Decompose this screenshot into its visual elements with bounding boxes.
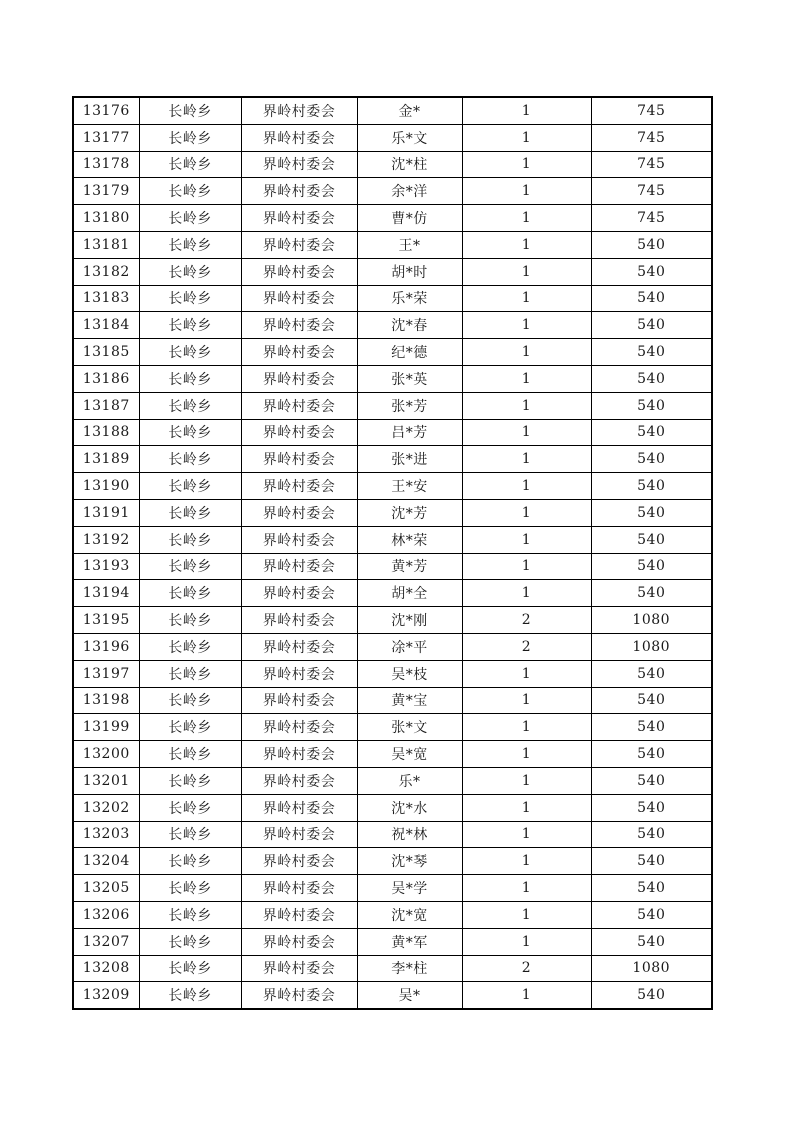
- table-row: [73, 955, 712, 982]
- cell-township: 长岭乡: [139, 741, 241, 768]
- cell-id: 13208: [73, 955, 139, 982]
- cell-amount: 540: [591, 901, 712, 928]
- cell-amount: 540: [591, 553, 712, 580]
- table-row: [73, 339, 712, 366]
- cell-id: 13190: [73, 473, 139, 500]
- cell-township: 长岭乡: [139, 767, 241, 794]
- cell-name: 张*进: [357, 446, 462, 473]
- cell-amount: 540: [591, 928, 712, 955]
- cell-name: 黄*芳: [357, 553, 462, 580]
- cell-name: 王*安: [357, 473, 462, 500]
- table-row: [73, 392, 712, 419]
- table-row: [73, 607, 712, 634]
- cell-id: 13200: [73, 741, 139, 768]
- cell-village: 界岭村委会: [241, 767, 357, 794]
- table-row: [73, 473, 712, 500]
- cell-id: 13195: [73, 607, 139, 634]
- table-row: [73, 178, 712, 205]
- cell-township: 长岭乡: [139, 258, 241, 285]
- cell-count: 1: [462, 285, 591, 312]
- cell-count: 1: [462, 151, 591, 178]
- cell-amount: 540: [591, 821, 712, 848]
- cell-township: 长岭乡: [139, 553, 241, 580]
- benefit-table: [72, 96, 713, 1010]
- cell-name: 张*芳: [357, 392, 462, 419]
- cell-name: 吕*芳: [357, 419, 462, 446]
- cell-name: 祝*林: [357, 821, 462, 848]
- table-row: [73, 231, 712, 258]
- table-row: [73, 419, 712, 446]
- cell-count: 1: [462, 741, 591, 768]
- table-row: [73, 928, 712, 955]
- cell-name: 吴*宽: [357, 741, 462, 768]
- cell-village: 界岭村委会: [241, 526, 357, 553]
- cell-village: 界岭村委会: [241, 339, 357, 366]
- cell-count: 1: [462, 473, 591, 500]
- table-row: [73, 205, 712, 232]
- cell-township: 长岭乡: [139, 392, 241, 419]
- cell-id: 13189: [73, 446, 139, 473]
- cell-count: 1: [462, 553, 591, 580]
- cell-id: 13191: [73, 499, 139, 526]
- cell-township: 长岭乡: [139, 499, 241, 526]
- cell-name: 吴*枝: [357, 660, 462, 687]
- cell-name: 乐*文: [357, 124, 462, 151]
- cell-count: 1: [462, 901, 591, 928]
- cell-amount: 540: [591, 687, 712, 714]
- cell-count: 1: [462, 178, 591, 205]
- cell-id: 13201: [73, 767, 139, 794]
- cell-count: 1: [462, 392, 591, 419]
- cell-township: 长岭乡: [139, 607, 241, 634]
- cell-amount: 745: [591, 178, 712, 205]
- cell-count: 1: [462, 231, 591, 258]
- table-row: [73, 794, 712, 821]
- cell-name: 沈*宽: [357, 901, 462, 928]
- cell-amount: 540: [591, 794, 712, 821]
- cell-count: 1: [462, 258, 591, 285]
- cell-name: 吴*学: [357, 875, 462, 902]
- cell-amount: 540: [591, 660, 712, 687]
- cell-name: 沈*春: [357, 312, 462, 339]
- cell-name: 林*荣: [357, 526, 462, 553]
- cell-name: 凃*平: [357, 633, 462, 660]
- cell-village: 界岭村委会: [241, 794, 357, 821]
- cell-amount: 540: [591, 875, 712, 902]
- cell-amount: 540: [591, 767, 712, 794]
- cell-count: 1: [462, 124, 591, 151]
- cell-count: 1: [462, 339, 591, 366]
- cell-count: 1: [462, 526, 591, 553]
- cell-amount: 540: [591, 526, 712, 553]
- cell-village: 界岭村委会: [241, 928, 357, 955]
- cell-amount: 540: [591, 499, 712, 526]
- cell-count: 1: [462, 982, 591, 1009]
- cell-amount: 540: [591, 258, 712, 285]
- cell-name: 胡*时: [357, 258, 462, 285]
- cell-amount: 540: [591, 339, 712, 366]
- cell-id: 13209: [73, 982, 139, 1009]
- cell-township: 长岭乡: [139, 365, 241, 392]
- cell-name: 乐*荣: [357, 285, 462, 312]
- cell-id: 13178: [73, 151, 139, 178]
- table-row: [73, 365, 712, 392]
- cell-township: 长岭乡: [139, 928, 241, 955]
- cell-amount: 540: [591, 365, 712, 392]
- cell-name: 曹*仿: [357, 205, 462, 232]
- cell-count: 1: [462, 821, 591, 848]
- cell-id: 13206: [73, 901, 139, 928]
- cell-village: 界岭村委会: [241, 955, 357, 982]
- table-row: [73, 901, 712, 928]
- cell-township: 长岭乡: [139, 124, 241, 151]
- cell-id: 13181: [73, 231, 139, 258]
- cell-amount: 745: [591, 124, 712, 151]
- cell-id: 13177: [73, 124, 139, 151]
- cell-name: 余*洋: [357, 178, 462, 205]
- cell-id: 13186: [73, 365, 139, 392]
- cell-township: 长岭乡: [139, 580, 241, 607]
- cell-id: 13183: [73, 285, 139, 312]
- cell-amount: 540: [591, 982, 712, 1009]
- table-row: [73, 741, 712, 768]
- cell-id: 13176: [73, 97, 139, 124]
- table-row: [73, 526, 712, 553]
- table-row: [73, 580, 712, 607]
- cell-township: 长岭乡: [139, 875, 241, 902]
- cell-village: 界岭村委会: [241, 633, 357, 660]
- cell-id: 13198: [73, 687, 139, 714]
- cell-count: 1: [462, 446, 591, 473]
- cell-township: 长岭乡: [139, 821, 241, 848]
- cell-count: 1: [462, 365, 591, 392]
- cell-village: 界岭村委会: [241, 607, 357, 634]
- table-row: [73, 151, 712, 178]
- cell-count: 1: [462, 660, 591, 687]
- cell-township: 长岭乡: [139, 446, 241, 473]
- cell-name: 金*: [357, 97, 462, 124]
- cell-amount: 1080: [591, 633, 712, 660]
- cell-village: 界岭村委会: [241, 580, 357, 607]
- cell-name: 沈*芳: [357, 499, 462, 526]
- benefit-table-body: [73, 97, 712, 1009]
- cell-township: 长岭乡: [139, 473, 241, 500]
- cell-township: 长岭乡: [139, 339, 241, 366]
- cell-id: 13182: [73, 258, 139, 285]
- table-row: [73, 499, 712, 526]
- cell-township: 长岭乡: [139, 687, 241, 714]
- cell-name: 张*文: [357, 714, 462, 741]
- cell-amount: 540: [591, 580, 712, 607]
- cell-name: 王*: [357, 231, 462, 258]
- cell-township: 长岭乡: [139, 419, 241, 446]
- cell-township: 长岭乡: [139, 178, 241, 205]
- cell-id: 13199: [73, 714, 139, 741]
- cell-township: 长岭乡: [139, 151, 241, 178]
- cell-count: 1: [462, 97, 591, 124]
- cell-township: 长岭乡: [139, 982, 241, 1009]
- cell-id: 13207: [73, 928, 139, 955]
- cell-id: 13204: [73, 848, 139, 875]
- cell-amount: 1080: [591, 607, 712, 634]
- cell-township: 长岭乡: [139, 285, 241, 312]
- cell-id: 13192: [73, 526, 139, 553]
- cell-count: 1: [462, 312, 591, 339]
- cell-count: 1: [462, 875, 591, 902]
- cell-name: 胡*全: [357, 580, 462, 607]
- table-row: [73, 97, 712, 124]
- cell-count: 1: [462, 580, 591, 607]
- table-row: [73, 821, 712, 848]
- table-row: [73, 687, 712, 714]
- cell-id: 13205: [73, 875, 139, 902]
- cell-village: 界岭村委会: [241, 392, 357, 419]
- cell-name: 沈*柱: [357, 151, 462, 178]
- table-row: [73, 767, 712, 794]
- cell-village: 界岭村委会: [241, 124, 357, 151]
- cell-name: 沈*刚: [357, 607, 462, 634]
- cell-village: 界岭村委会: [241, 151, 357, 178]
- cell-township: 长岭乡: [139, 901, 241, 928]
- cell-id: 13197: [73, 660, 139, 687]
- table-row: [73, 258, 712, 285]
- cell-name: 沈*琴: [357, 848, 462, 875]
- cell-township: 长岭乡: [139, 231, 241, 258]
- cell-id: 13180: [73, 205, 139, 232]
- cell-count: 2: [462, 955, 591, 982]
- cell-amount: 745: [591, 97, 712, 124]
- cell-count: 1: [462, 794, 591, 821]
- cell-id: 13194: [73, 580, 139, 607]
- cell-count: 1: [462, 767, 591, 794]
- cell-village: 界岭村委会: [241, 821, 357, 848]
- cell-id: 13185: [73, 339, 139, 366]
- cell-id: 13179: [73, 178, 139, 205]
- cell-village: 界岭村委会: [241, 231, 357, 258]
- cell-village: 界岭村委会: [241, 205, 357, 232]
- cell-name: 纪*德: [357, 339, 462, 366]
- cell-village: 界岭村委会: [241, 982, 357, 1009]
- cell-amount: 540: [591, 848, 712, 875]
- cell-township: 长岭乡: [139, 97, 241, 124]
- cell-count: 1: [462, 714, 591, 741]
- cell-township: 长岭乡: [139, 312, 241, 339]
- cell-count: 1: [462, 928, 591, 955]
- cell-count: 1: [462, 499, 591, 526]
- cell-village: 界岭村委会: [241, 365, 357, 392]
- table-row: [73, 285, 712, 312]
- cell-village: 界岭村委会: [241, 553, 357, 580]
- cell-id: 13196: [73, 633, 139, 660]
- cell-township: 长岭乡: [139, 848, 241, 875]
- cell-village: 界岭村委会: [241, 660, 357, 687]
- cell-count: 1: [462, 205, 591, 232]
- cell-township: 长岭乡: [139, 526, 241, 553]
- cell-village: 界岭村委会: [241, 901, 357, 928]
- cell-id: 13193: [73, 553, 139, 580]
- table-row: [73, 848, 712, 875]
- cell-village: 界岭村委会: [241, 499, 357, 526]
- cell-amount: 540: [591, 419, 712, 446]
- cell-name: 黄*军: [357, 928, 462, 955]
- cell-count: 1: [462, 848, 591, 875]
- cell-name: 乐*: [357, 767, 462, 794]
- cell-name: 吴*: [357, 982, 462, 1009]
- table-row: [73, 312, 712, 339]
- cell-count: 2: [462, 633, 591, 660]
- cell-amount: 540: [591, 473, 712, 500]
- cell-amount: 540: [591, 392, 712, 419]
- cell-township: 长岭乡: [139, 205, 241, 232]
- cell-village: 界岭村委会: [241, 312, 357, 339]
- cell-amount: 540: [591, 231, 712, 258]
- cell-name: 沈*水: [357, 794, 462, 821]
- cell-amount: 745: [591, 205, 712, 232]
- cell-township: 长岭乡: [139, 660, 241, 687]
- cell-amount: 1080: [591, 955, 712, 982]
- cell-village: 界岭村委会: [241, 285, 357, 312]
- cell-id: 13184: [73, 312, 139, 339]
- cell-village: 界岭村委会: [241, 419, 357, 446]
- cell-village: 界岭村委会: [241, 714, 357, 741]
- table-row: [73, 875, 712, 902]
- cell-name: 李*柱: [357, 955, 462, 982]
- cell-amount: 540: [591, 446, 712, 473]
- cell-township: 长岭乡: [139, 794, 241, 821]
- cell-village: 界岭村委会: [241, 178, 357, 205]
- cell-id: 13203: [73, 821, 139, 848]
- cell-village: 界岭村委会: [241, 741, 357, 768]
- cell-amount: 540: [591, 312, 712, 339]
- cell-township: 长岭乡: [139, 714, 241, 741]
- cell-village: 界岭村委会: [241, 687, 357, 714]
- table-row: [73, 124, 712, 151]
- cell-amount: 540: [591, 285, 712, 312]
- table-row: [73, 714, 712, 741]
- cell-village: 界岭村委会: [241, 875, 357, 902]
- table-row: [73, 633, 712, 660]
- cell-count: 2: [462, 607, 591, 634]
- cell-village: 界岭村委会: [241, 97, 357, 124]
- cell-name: 黄*宝: [357, 687, 462, 714]
- cell-id: 13187: [73, 392, 139, 419]
- cell-amount: 540: [591, 714, 712, 741]
- table-row: [73, 982, 712, 1009]
- cell-township: 长岭乡: [139, 633, 241, 660]
- cell-amount: 540: [591, 741, 712, 768]
- cell-name: 张*英: [357, 365, 462, 392]
- cell-count: 1: [462, 419, 591, 446]
- table-row: [73, 660, 712, 687]
- table-row: [73, 446, 712, 473]
- table-row: [73, 553, 712, 580]
- cell-count: 1: [462, 687, 591, 714]
- cell-village: 界岭村委会: [241, 848, 357, 875]
- cell-village: 界岭村委会: [241, 258, 357, 285]
- cell-id: 13202: [73, 794, 139, 821]
- cell-township: 长岭乡: [139, 955, 241, 982]
- cell-village: 界岭村委会: [241, 446, 357, 473]
- cell-village: 界岭村委会: [241, 473, 357, 500]
- cell-id: 13188: [73, 419, 139, 446]
- cell-amount: 745: [591, 151, 712, 178]
